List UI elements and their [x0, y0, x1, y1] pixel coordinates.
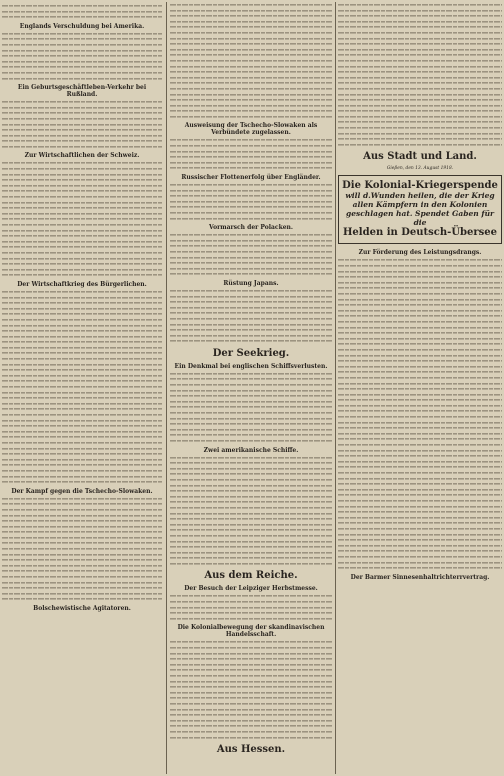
column-rule: [166, 2, 167, 774]
ad-heroes: Helden in Deutsch-Übersee: [342, 227, 498, 239]
headline: Zur Förderung des Leistungsdrangs.: [358, 249, 482, 257]
headline: Der Kampf gegen die Tschecho-Slowaken.: [11, 487, 153, 495]
headline: Der Besuch der Leipziger Herbstmesse.: [184, 585, 318, 593]
dateline: Gießen, den 13. August 1918.: [386, 166, 454, 172]
headline: Rüstung Japans.: [223, 279, 279, 287]
column-3: [338, 2, 502, 774]
headline: Zur Wirtschaftlichen der Schweiz.: [24, 152, 140, 160]
section-title: Der Seekrieg.: [212, 347, 290, 359]
headline: Russischer Flottenerfolg über Engländer.: [181, 174, 321, 182]
column-2: [170, 2, 332, 774]
ad-body: will d.Wunden heilen, die der Krieg allen Kämpfern in den Kolonien geschlagen hat. Spendet Gaben für die: [345, 191, 495, 228]
column-rule: [335, 2, 336, 774]
headline: Der Barmer Sinnesenhaltrichterrvertrag.: [350, 573, 490, 581]
section-title: Aus Stadt und Land.: [363, 151, 477, 163]
headline: Die Kolonialbewegung der skandinavischen Handelsschaft.: [177, 624, 325, 639]
headline: Englands Verschuldung bei Amerika.: [19, 22, 145, 30]
advertisement-box: [338, 175, 502, 244]
headline: Ausweisung der Tschecho-Slowaken als Verbündete zugelassen.: [184, 122, 318, 137]
ad-title: Die Kolonial-Kriegerspende: [342, 180, 498, 192]
headline: Vormarsch der Polacken.: [208, 224, 293, 232]
section-title: Aus Hessen.: [216, 744, 286, 756]
headline: Bolschewistische Agitatoren.: [33, 605, 131, 612]
section-title: Aus dem Reiche.: [204, 570, 298, 582]
column-1: [2, 2, 162, 774]
headline: Zwei amerikanische Schiffe.: [203, 446, 299, 454]
headline: Ein Denkmal bei englischen Schiffsverlusten.: [174, 362, 328, 370]
headline: Ein Geburtsgeschäftleben-Verkehr bei Rußland.: [17, 84, 147, 99]
headline: Der Wirtschaftkrieg des Bürgerlichen.: [17, 280, 147, 288]
